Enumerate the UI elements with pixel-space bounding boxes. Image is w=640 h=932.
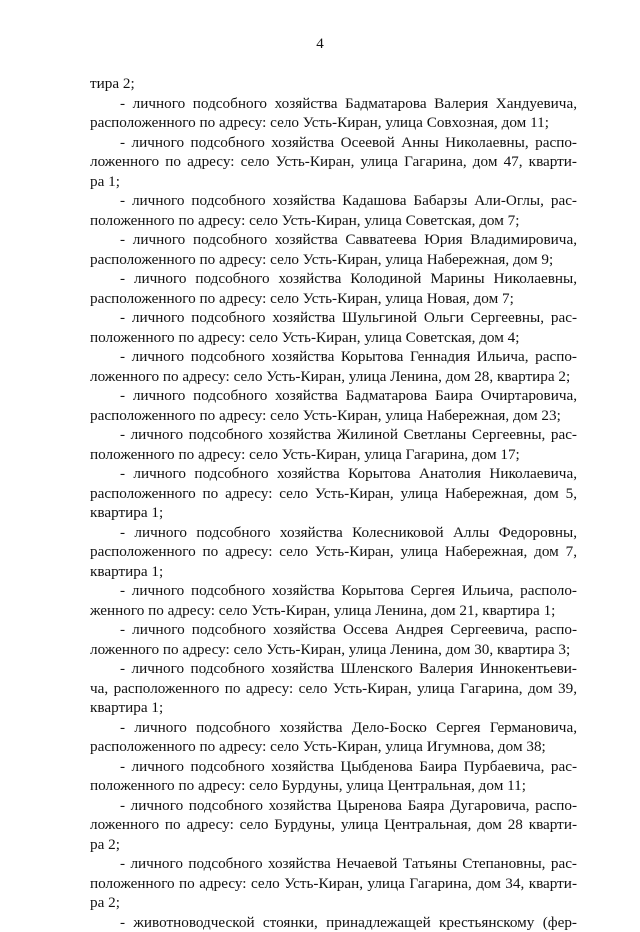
- text-line: расположенного по адресу: село Усть-Киран, улица Набережная, дом 9;: [90, 250, 577, 270]
- text-line: квартира 1;: [90, 503, 577, 523]
- document-body: [90, 74, 577, 932]
- text-line: ра 2;: [90, 835, 577, 855]
- text-line: расположенного по адресу: село Усть-Киран, улица Набережная, дом 7,: [90, 542, 577, 562]
- text-line: - личного подсобного хозяйства Колодиной Марины Николаевны,: [90, 269, 577, 289]
- text-line: ложенного по адресу: село Усть-Киран, улица Гагарина, дом 47, кварти-: [90, 152, 577, 172]
- text-line: расположенного по адресу: село Усть-Киран, улица Совхозная, дом 11;: [90, 113, 577, 133]
- text-line: положенного по адресу: село Усть-Киран, улица Гагарина, дом 17;: [90, 445, 577, 465]
- text-line: ложенного по адресу: село Бурдуны, улица Центральная, дом 28 кварти-: [90, 815, 577, 835]
- text-line: положенного по адресу: село Усть-Киран, улица Советская, дом 7;: [90, 211, 577, 231]
- text-line: - личного подсобного хозяйства Савватеева Юрия Владимировича,: [90, 230, 577, 250]
- text-line: ра 2;: [90, 893, 577, 913]
- text-line: расположенного по адресу: село Усть-Киран, улица Набережная, дом 23;: [90, 406, 577, 426]
- text-line: тира 2;: [90, 74, 577, 94]
- text-line: - личного подсобного хозяйства Шленского Валерия Иннокентьеви-: [90, 659, 577, 679]
- text-line: ложенного по адресу: село Усть-Киран, улица Ленина, дом 30, квартира 3;: [90, 640, 577, 660]
- text-line: - личного подсобного хозяйства Колесниковой Аллы Федоровны,: [90, 523, 577, 543]
- text-line: положенного по адресу: село Усть-Киран, улица Гагарина, дом 34, кварти-: [90, 874, 577, 894]
- text-line: расположенного по адресу: село Усть-Киран, улица Новая, дом 7;: [90, 289, 577, 309]
- text-line: квартира 1;: [90, 562, 577, 582]
- text-line: - личного подсобного хозяйства Цыренова Баяра Дугаровича, распо-: [90, 796, 577, 816]
- text-line: положенного по адресу: село Усть-Киран, улица Советская, дом 4;: [90, 328, 577, 348]
- text-line: - личного подсобного хозяйства Корытова Анатолия Николаевича,: [90, 464, 577, 484]
- text-line: - личного подсобного хозяйства Корытова Сергея Ильича, располо-: [90, 581, 577, 601]
- text-line: - личного подсобного хозяйства Оссева Андрея Сергеевича, распо-: [90, 620, 577, 640]
- text-line: - личного подсобного хозяйства Жилиной Светланы Сергеевны, рас-: [90, 425, 577, 445]
- text-line: ра 1;: [90, 172, 577, 192]
- text-line: положенного по адресу: село Бурдуны, улица Центральная, дом 11;: [90, 776, 577, 796]
- text-line: ча, расположенного по адресу: село Усть-Киран, улица Гагарина, дом 39,: [90, 679, 577, 699]
- page-number: 4: [0, 35, 640, 53]
- text-line: ложенного по адресу: село Усть-Киран, улица Ленина, дом 28, квартира 2;: [90, 367, 577, 387]
- text-line: - личного подсобного хозяйства Кадашова Бабарзы Али-Оглы, рас-: [90, 191, 577, 211]
- text-line: - личного подсобного хозяйства Корытова Геннадия Ильича, распо-: [90, 347, 577, 367]
- text-line: - животноводческой стоянки, принадлежащей крестьянскому (фер-: [90, 913, 577, 932]
- text-line: - личного подсобного хозяйства Шульгиной Ольги Сергеевны, рас-: [90, 308, 577, 328]
- text-line: - личного подсобного хозяйства Цыбденова Баира Пурбаевича, рас-: [90, 757, 577, 777]
- text-line: - личного подсобного хозяйства Осеевой Анны Николаевны, распо-: [90, 133, 577, 153]
- text-line: - личного подсобного хозяйства Бадматарова Баира Очиртаровича,: [90, 386, 577, 406]
- text-line: женного по адресу: село Усть-Киран, улица Ленина, дом 21, квартира 1;: [90, 601, 577, 621]
- text-line: расположенного по адресу: село Усть-Киран, улица Игумнова, дом 38;: [90, 737, 577, 757]
- text-line: расположенного по адресу: село Усть-Киран, улица Набережная, дом 5,: [90, 484, 577, 504]
- text-line: - личного подсобного хозяйства Нечаевой Татьяны Степановны, рас-: [90, 854, 577, 874]
- text-line: - личного подсобного хозяйства Дело-Боско Сергея Германовича,: [90, 718, 577, 738]
- text-line: квартира 1;: [90, 698, 577, 718]
- text-line: - личного подсобного хозяйства Бадматарова Валерия Хандуевича,: [90, 94, 577, 114]
